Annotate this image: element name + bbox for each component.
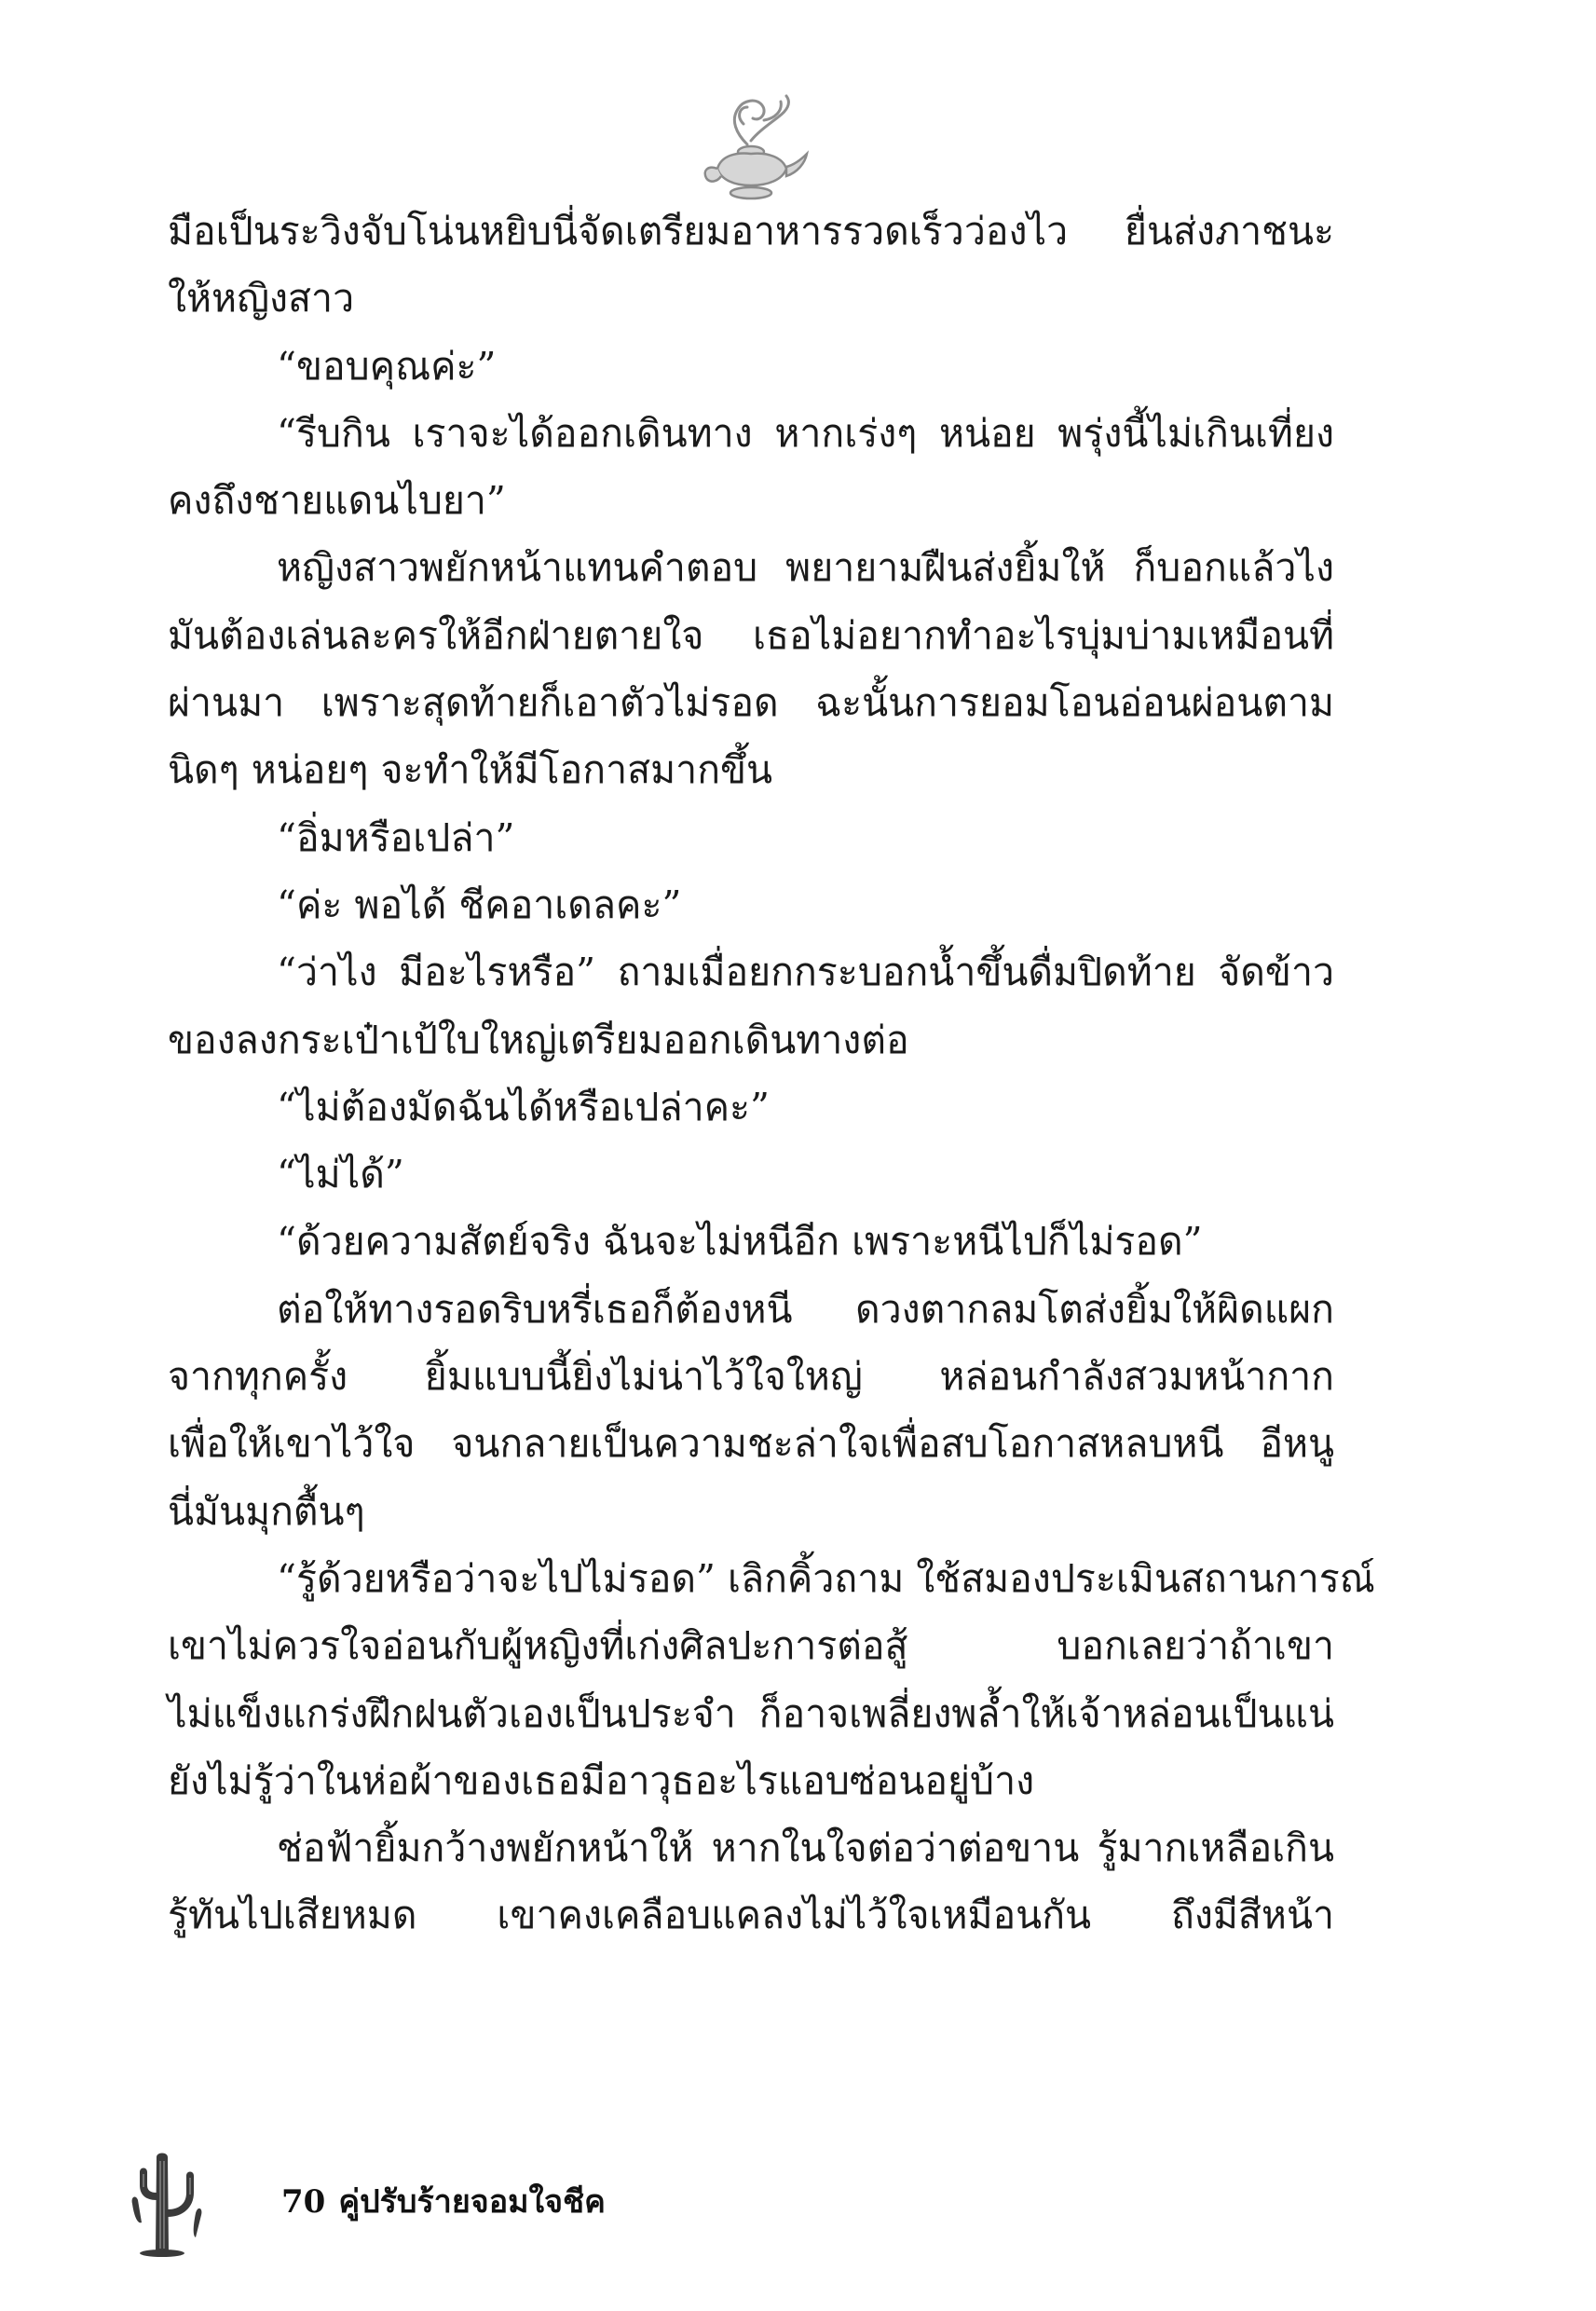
text-line: ให้หญิงสาว	[168, 276, 355, 321]
text-line: รู้ทันไปเสียหมด เขาคงเคลือบแคลงไม่ไว้ใจเหมือนกัน ถึงมีสีหน้า	[168, 1893, 1334, 1938]
text-line: “รีบกิน เราจะได้ออกเดินทาง หากเร่งๆ หน่อย พรุ่งนี้ไม่เกินเที่ยง	[277, 410, 1334, 456]
text-line: “อิ่มหรือเปล่า”	[277, 814, 515, 860]
text-line: มันต้องเล่นละครให้อีกฝ่ายตายใจ เธอไม่อยากทำอะไรบุ่มบ่ามเหมือนที่	[168, 612, 1334, 658]
text-line: ยังไม่รู้ว่าในห่อผ้าของเธอมีอาวุธอะไรแอบซ่อนอยู่บ้าง	[168, 1757, 1035, 1803]
text-line: เขาไม่ควรใจอ่อนกับผู้หญิงที่เก่งศิลปะการต่อสู้ บอกเลยว่าถ้าเขา	[168, 1623, 1334, 1669]
text-line: “รู้ด้วยหรือว่าจะไปไม่รอด” เลิกคิ้วถาม ใช้สมองประเมินสถานการณ์	[277, 1555, 1375, 1601]
text-line: ช่อฟ้ายิ้มกว้างพยักหน้าให้ หากในใจต่อว่าต่อขาน รู้มากเหลือเกิน	[277, 1826, 1334, 1871]
text-line: ของลงกระเป๋าเป้ใบใหญ่เตรียมออกเดินทางต่อ	[168, 1017, 909, 1062]
text-line: หญิงสาวพยักหน้าแทนคำตอบ พยายามฝืนส่งยิ้มให้ ก็บอกแล้วไง	[277, 545, 1334, 591]
text-line: จากทุกครั้ง ยิ้มแบบนี้ยิ่งไม่น่าไว้ใจใหญ่ หล่อนกำลังสวมหน้ากาก	[168, 1354, 1334, 1400]
page-number: 70	[281, 2183, 326, 2221]
text-line: “ขอบคุณค่ะ”	[277, 343, 497, 389]
cactus-icon	[121, 2148, 205, 2258]
body-text	[168, 198, 1375, 1949]
genie-lamp-icon	[689, 79, 811, 205]
book-title: คู่ปรับร้ายจอมใจชีค	[338, 2183, 606, 2221]
text-line: “ว่าไง มีอะไรหรือ” ถามเมื่อยกกระบอกน้ำขึ้นดื่มปิดท้าย จัดข้าว	[277, 950, 1334, 995]
text-line: “ไม่ต้องมัดฉันได้หรือเปล่าคะ”	[277, 1084, 770, 1129]
page-footer	[281, 2179, 619, 2225]
text-line: นี่มันมุกตื้นๆ	[168, 1488, 365, 1534]
text-line: ต่อให้ทางรอดริบหรี่เธอก็ต้องหนี ดวงตากลมโตส่งยิ้มให้ผิดแผก	[277, 1286, 1334, 1332]
text-line: คงถึงชายแดนไบยา”	[168, 478, 506, 524]
text-line: “ค่ะ พอได้ ชีคอาเดลคะ”	[277, 882, 682, 927]
text-line: นิดๆ หน่อยๆ จะทำให้มีโอกาสมากขึ้น	[168, 747, 773, 793]
text-line: มือเป็นระวิงจับโน่นหยิบนี่จัดเตรียมอาหารรวดเร็วว่องไว ยื่นส่งภาชนะ	[168, 209, 1334, 253]
text-line: “ด้วยความสัตย์จริง ฉันจะไม่หนีอีก เพราะหนีไปก็ไม่รอด”	[277, 1219, 1203, 1265]
text-line: ผ่านมา เพราะสุดท้ายก็เอาตัวไม่รอด ฉะนั้นการยอมโอนอ่อนผ่อนตาม	[168, 680, 1334, 726]
text-line: ไม่แข็งแกร่งฝึกฝนตัวเองเป็นประจำ ก็อาจเพลี่ยงพล้ำให้เจ้าหล่อนเป็นแน่	[168, 1690, 1334, 1736]
text-line: “ไม่ได้”	[277, 1152, 404, 1197]
text-line: เพื่อให้เขาไว้ใจ จนกลายเป็นความชะล่าใจเพื่อสบโอกาสหลบหนี อีหนู	[168, 1421, 1334, 1467]
